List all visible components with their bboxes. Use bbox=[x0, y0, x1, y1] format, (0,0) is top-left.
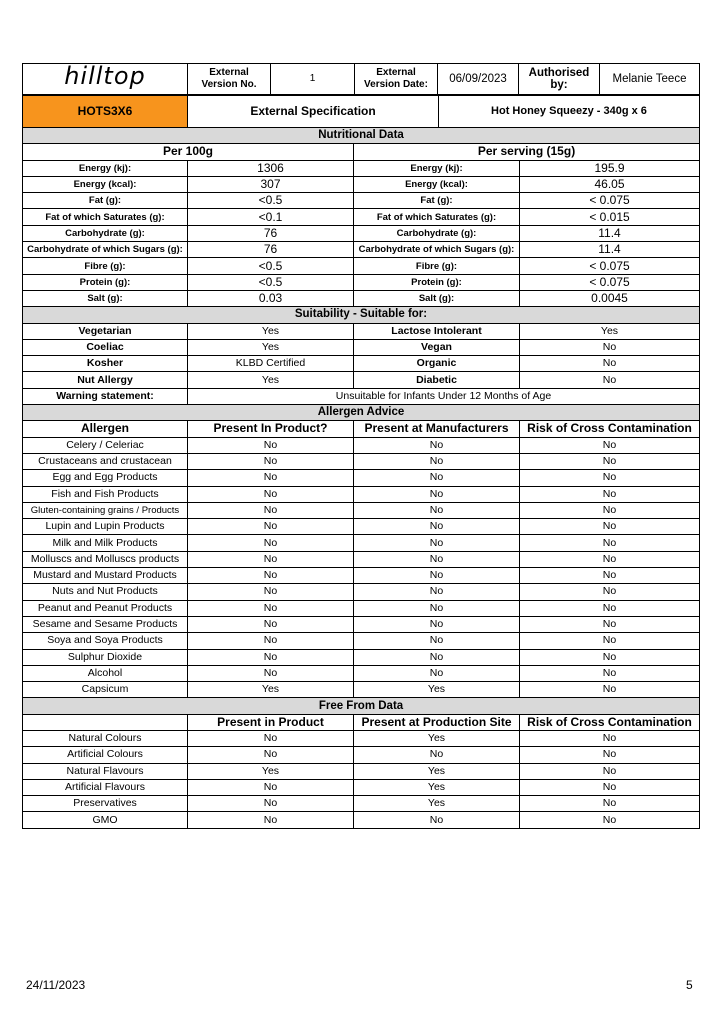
freefrom-value: No bbox=[188, 796, 354, 812]
allergen-name: Milk and Milk Products bbox=[23, 535, 188, 551]
freefrom-name: Artificial Colours bbox=[23, 747, 188, 763]
allergen-column-header: Present at Manufacturers bbox=[354, 421, 520, 437]
allergen-value: No bbox=[354, 502, 520, 518]
section-title-nutrition: Nutritional Data bbox=[23, 128, 700, 144]
allergen-value: No bbox=[520, 568, 700, 584]
spec-main-table bbox=[22, 127, 700, 829]
suitability-value: Yes bbox=[188, 339, 354, 355]
nutrient-serving-value: < 0.075 bbox=[520, 193, 700, 209]
suitability-label: Coeliac bbox=[23, 339, 188, 355]
allergen-value: No bbox=[188, 519, 354, 535]
suitability-value: Yes bbox=[188, 323, 354, 339]
allergen-value: No bbox=[354, 649, 520, 665]
allergen-value: No bbox=[520, 649, 700, 665]
allergen-value: No bbox=[188, 649, 354, 665]
allergen-row bbox=[23, 470, 700, 486]
allergen-value: No bbox=[188, 665, 354, 681]
allergen-value: No bbox=[188, 633, 354, 649]
allergen-name: Gluten-containing grains / Products bbox=[23, 502, 188, 518]
authorised-value: Melanie Teece bbox=[600, 64, 700, 95]
freefrom-column-header: Present at Production Site bbox=[354, 714, 520, 730]
freefrom-value: No bbox=[354, 812, 520, 828]
freefrom-name: Preservatives bbox=[23, 796, 188, 812]
allergen-value: No bbox=[188, 551, 354, 567]
allergen-value: No bbox=[520, 519, 700, 535]
nutrient-serving-value: 195.9 bbox=[520, 160, 700, 176]
freefrom-value: No bbox=[520, 763, 700, 779]
product-code: HOTS3X6 bbox=[23, 96, 188, 128]
nutrient-label: Protein (g): bbox=[23, 274, 188, 290]
suitability-label: Nut Allergy bbox=[23, 372, 188, 388]
allergen-name: Peanut and Peanut Products bbox=[23, 600, 188, 616]
per-100g-header: Per 100g bbox=[23, 144, 354, 160]
freefrom-column-header: Present in Product bbox=[188, 714, 354, 730]
allergen-column-header: Present In Product? bbox=[188, 421, 354, 437]
product-name: Hot Honey Squeezy - 340g x 6 bbox=[439, 96, 700, 128]
allergen-name: Lupin and Lupin Products bbox=[23, 519, 188, 535]
freefrom-value: No bbox=[520, 779, 700, 795]
allergen-row bbox=[23, 649, 700, 665]
suitability-label: Vegan bbox=[354, 339, 520, 355]
allergen-value: No bbox=[188, 453, 354, 469]
suitability-value: No bbox=[520, 372, 700, 388]
suitability-label: Vegetarian bbox=[23, 323, 188, 339]
allergen-row bbox=[23, 682, 700, 698]
allergen-value: Yes bbox=[188, 682, 354, 698]
allergen-value: No bbox=[520, 470, 700, 486]
nutrient-serving-value: 11.4 bbox=[520, 242, 700, 258]
freefrom-value: No bbox=[520, 812, 700, 828]
allergen-value: No bbox=[520, 584, 700, 600]
nutrient-per100-value: 307 bbox=[188, 176, 354, 192]
allergen-row bbox=[23, 633, 700, 649]
suitability-value: Yes bbox=[188, 372, 354, 388]
allergen-column-header: Risk of Cross Contamination bbox=[520, 421, 700, 437]
allergen-name: Capsicum bbox=[23, 682, 188, 698]
nutrition-row bbox=[23, 209, 700, 225]
suitability-label: Diabetic bbox=[354, 372, 520, 388]
allergen-value: No bbox=[520, 682, 700, 698]
suitability-value: No bbox=[520, 339, 700, 355]
allergen-value: No bbox=[188, 486, 354, 502]
hilltop-logo: hilltop bbox=[23, 64, 188, 95]
allergen-value: No bbox=[354, 437, 520, 453]
allergen-row bbox=[23, 600, 700, 616]
freefrom-value: Yes bbox=[354, 779, 520, 795]
allergen-name: Egg and Egg Products bbox=[23, 470, 188, 486]
nutrient-per100-value: 1306 bbox=[188, 160, 354, 176]
footer-page: 5 bbox=[686, 978, 693, 992]
ext-version-value: 1 bbox=[271, 64, 355, 95]
freefrom-value: Yes bbox=[354, 730, 520, 746]
warning-label: Warning statement: bbox=[23, 388, 188, 404]
nutrient-serving-value: < 0.075 bbox=[520, 258, 700, 274]
allergen-name: Sesame and Sesame Products bbox=[23, 616, 188, 632]
per-serving-header: Per serving (15g) bbox=[354, 144, 700, 160]
suitability-value: Yes bbox=[520, 323, 700, 339]
nutrition-row bbox=[23, 290, 700, 306]
section-title-allergen: Allergen Advice bbox=[23, 405, 700, 421]
freefrom-column-header: Risk of Cross Contamination bbox=[520, 714, 700, 730]
freefrom-row bbox=[23, 796, 700, 812]
nutrient-label: Salt (g): bbox=[23, 290, 188, 306]
allergen-name: Fish and Fish Products bbox=[23, 486, 188, 502]
nutrient-label-serving: Salt (g): bbox=[354, 290, 520, 306]
suitability-row bbox=[23, 339, 700, 355]
allergen-value: No bbox=[354, 600, 520, 616]
allergen-row bbox=[23, 502, 700, 518]
nutrient-label-serving: Carbohydrate of which Sugars (g): bbox=[354, 242, 520, 258]
freefrom-value: Yes bbox=[188, 763, 354, 779]
nutrient-label: Energy (kcal): bbox=[23, 176, 188, 192]
allergen-value: No bbox=[354, 633, 520, 649]
section-title-suitability: Suitability - Suitable for: bbox=[23, 307, 700, 323]
allergen-value: No bbox=[520, 600, 700, 616]
suitability-value: KLBD Certified bbox=[188, 356, 354, 372]
allergen-value: No bbox=[520, 665, 700, 681]
spec-row-table bbox=[22, 95, 700, 128]
ext-version-date-label: External Version Date: bbox=[355, 64, 438, 95]
nutrient-label: Fat (g): bbox=[23, 193, 188, 209]
allergen-value: No bbox=[354, 535, 520, 551]
freefrom-value: No bbox=[520, 747, 700, 763]
freefrom-column-header bbox=[23, 714, 188, 730]
allergen-value: No bbox=[188, 568, 354, 584]
allergen-value: No bbox=[520, 551, 700, 567]
freefrom-name: Natural Colours bbox=[23, 730, 188, 746]
allergen-row bbox=[23, 437, 700, 453]
suitability-row bbox=[23, 356, 700, 372]
freefrom-row bbox=[23, 730, 700, 746]
nutrition-row bbox=[23, 274, 700, 290]
allergen-value: No bbox=[188, 616, 354, 632]
freefrom-row bbox=[23, 763, 700, 779]
allergen-name: Celery / Celeriac bbox=[23, 437, 188, 453]
allergen-value: No bbox=[520, 616, 700, 632]
nutrient-label-serving: Fibre (g): bbox=[354, 258, 520, 274]
allergen-value: Yes bbox=[354, 682, 520, 698]
authorised-label: Authorised by: bbox=[519, 64, 600, 95]
freefrom-value: No bbox=[354, 747, 520, 763]
nutrient-label: Fat of which Saturates (g): bbox=[23, 209, 188, 225]
nutrition-row bbox=[23, 160, 700, 176]
allergen-value: No bbox=[520, 633, 700, 649]
nutrient-label-serving: Protein (g): bbox=[354, 274, 520, 290]
suitability-row bbox=[23, 372, 700, 388]
ext-version-date-value: 06/09/2023 bbox=[438, 64, 519, 95]
nutrient-per100-value: <0.1 bbox=[188, 209, 354, 225]
freefrom-value: No bbox=[520, 796, 700, 812]
warning-value: Unsuitable for Infants Under 12 Months of Age bbox=[188, 388, 700, 404]
freefrom-name: GMO bbox=[23, 812, 188, 828]
allergen-row bbox=[23, 665, 700, 681]
nutrient-label-serving: Energy (kcal): bbox=[354, 176, 520, 192]
section-suitability bbox=[23, 307, 700, 323]
allergen-value: No bbox=[354, 665, 520, 681]
freefrom-row bbox=[23, 812, 700, 828]
allergen-value: No bbox=[520, 486, 700, 502]
allergen-value: No bbox=[188, 437, 354, 453]
nutrition-row bbox=[23, 176, 700, 192]
allergen-name: Molluscs and Molluscs products bbox=[23, 551, 188, 567]
allergen-header bbox=[23, 421, 700, 437]
allergen-value: No bbox=[188, 584, 354, 600]
nutrient-label-serving: Carbohydrate (g): bbox=[354, 225, 520, 241]
allergen-value: No bbox=[520, 535, 700, 551]
nutrition-row bbox=[23, 258, 700, 274]
allergen-value: No bbox=[354, 519, 520, 535]
allergen-row bbox=[23, 584, 700, 600]
allergen-row bbox=[23, 535, 700, 551]
allergen-row bbox=[23, 453, 700, 469]
nutrient-per100-value: 0.03 bbox=[188, 290, 354, 306]
allergen-name: Crustaceans and crustacean bbox=[23, 453, 188, 469]
allergen-name: Sulphur Dioxide bbox=[23, 649, 188, 665]
freefrom-value: No bbox=[188, 779, 354, 795]
nutrient-label-serving: Fat (g): bbox=[354, 193, 520, 209]
allergen-name: Alcohol bbox=[23, 665, 188, 681]
suitability-value: No bbox=[520, 356, 700, 372]
nutrient-label-serving: Energy (kj): bbox=[354, 160, 520, 176]
freefrom-name: Artificial Flavours bbox=[23, 779, 188, 795]
allergen-value: No bbox=[354, 616, 520, 632]
freefrom-name: Natural Flavours bbox=[23, 763, 188, 779]
nutrient-serving-value: 11.4 bbox=[520, 225, 700, 241]
allergen-row bbox=[23, 616, 700, 632]
nutrient-per100-value: <0.5 bbox=[188, 258, 354, 274]
nutrient-label: Energy (kj): bbox=[23, 160, 188, 176]
spec-title: External Specification bbox=[188, 96, 439, 128]
section-allergen bbox=[23, 405, 700, 421]
suitability-label: Organic bbox=[354, 356, 520, 372]
allergen-row bbox=[23, 568, 700, 584]
nutrient-per100-value: <0.5 bbox=[188, 193, 354, 209]
nutrient-serving-value: 46.05 bbox=[520, 176, 700, 192]
nutrition-row bbox=[23, 193, 700, 209]
nutrient-label: Carbohydrate of which Sugars (g): bbox=[23, 242, 188, 258]
freefrom-value: No bbox=[188, 812, 354, 828]
nutrient-serving-value: 0.0045 bbox=[520, 290, 700, 306]
nutrition-subheader bbox=[23, 144, 700, 160]
allergen-row bbox=[23, 486, 700, 502]
allergen-value: No bbox=[520, 453, 700, 469]
allergen-value: No bbox=[520, 437, 700, 453]
nutrient-per100-value: 76 bbox=[188, 225, 354, 241]
nutrient-label: Fibre (g): bbox=[23, 258, 188, 274]
allergen-value: No bbox=[354, 584, 520, 600]
footer-date: 24/11/2023 bbox=[26, 978, 86, 992]
nutrient-per100-value: 76 bbox=[188, 242, 354, 258]
freefrom-value: Yes bbox=[354, 796, 520, 812]
allergen-value: No bbox=[188, 535, 354, 551]
allergen-row bbox=[23, 551, 700, 567]
freefrom-value: No bbox=[188, 730, 354, 746]
header-table bbox=[22, 63, 700, 95]
nutrient-label: Carbohydrate (g): bbox=[23, 225, 188, 241]
allergen-value: No bbox=[520, 502, 700, 518]
warning-row bbox=[23, 388, 700, 404]
section-title-freefrom: Free From Data bbox=[23, 698, 700, 714]
suitability-label: Kosher bbox=[23, 356, 188, 372]
freefrom-header bbox=[23, 714, 700, 730]
nutrient-per100-value: <0.5 bbox=[188, 274, 354, 290]
allergen-value: No bbox=[188, 502, 354, 518]
section-freefrom bbox=[23, 698, 700, 714]
allergen-value: No bbox=[354, 470, 520, 486]
freefrom-row bbox=[23, 747, 700, 763]
allergen-value: No bbox=[188, 600, 354, 616]
freefrom-value: No bbox=[520, 730, 700, 746]
ext-version-label: External Version No. bbox=[188, 64, 271, 95]
freefrom-value: Yes bbox=[354, 763, 520, 779]
allergen-value: No bbox=[354, 568, 520, 584]
suitability-row bbox=[23, 323, 700, 339]
nutrient-serving-value: < 0.015 bbox=[520, 209, 700, 225]
nutrient-label-serving: Fat of which Saturates (g): bbox=[354, 209, 520, 225]
allergen-value: No bbox=[354, 453, 520, 469]
nutrient-serving-value: < 0.075 bbox=[520, 274, 700, 290]
allergen-name: Mustard and Mustard Products bbox=[23, 568, 188, 584]
allergen-column-header: Allergen bbox=[23, 421, 188, 437]
allergen-value: No bbox=[354, 551, 520, 567]
allergen-value: No bbox=[354, 486, 520, 502]
allergen-value: No bbox=[188, 470, 354, 486]
allergen-name: Nuts and Nut Products bbox=[23, 584, 188, 600]
nutrition-row bbox=[23, 225, 700, 241]
freefrom-row bbox=[23, 779, 700, 795]
section-nutrition bbox=[23, 128, 700, 144]
freefrom-value: No bbox=[188, 747, 354, 763]
nutrition-row bbox=[23, 242, 700, 258]
suitability-label: Lactose Intolerant bbox=[354, 323, 520, 339]
allergen-row bbox=[23, 519, 700, 535]
allergen-name: Soya and Soya Products bbox=[23, 633, 188, 649]
